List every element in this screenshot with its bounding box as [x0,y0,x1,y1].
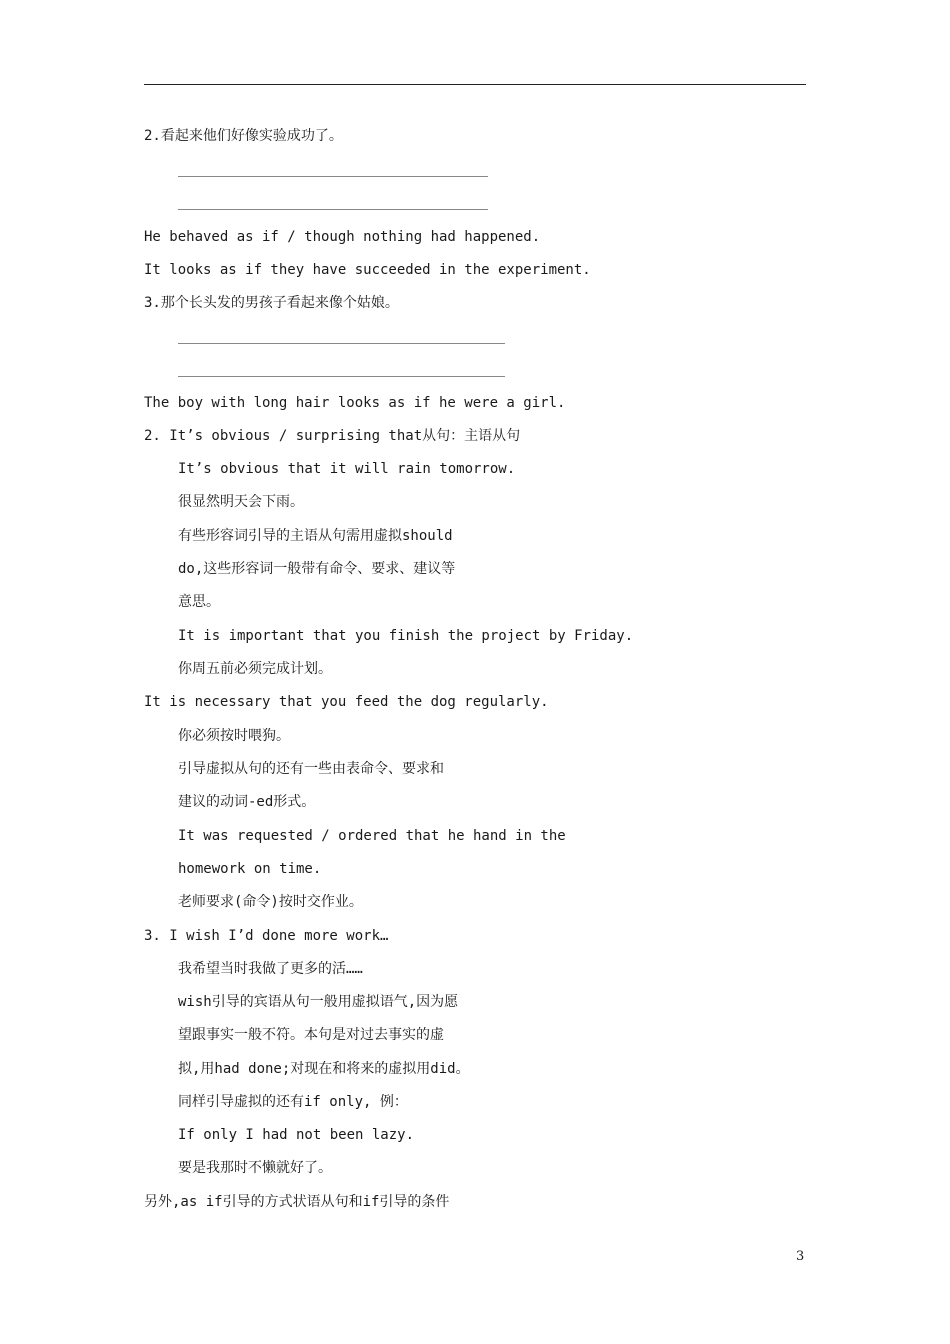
note-line: 引导虚拟从句的还有一些由表命令、要求和 [178,761,444,777]
example-sentence: If only I had not been lazy. [178,1127,415,1143]
translation-line: 老师要求(命令)按时交作业。 [178,894,363,910]
example-sentence: It is necessary that you feed the dog regularly. [144,694,549,710]
note-line: 拟,用had done;对现在和将来的虚拟用did。 [178,1061,470,1077]
translation-line: 你周五前必须完成计划。 [178,661,332,677]
answer-line: The boy with long hair looks as if he were a girl. [144,395,566,411]
answer-blank[interactable] [178,376,505,377]
example-sentence: homework on time. [178,861,322,877]
example-sentence: It’s obvious that it will rain tomorrow. [178,461,516,477]
note-line: 同样引导虚拟的还有if only, 例： [178,1094,408,1110]
translation-line: 很显然明天会下雨。 [178,494,304,510]
exercise-3-prompt: 3.那个长头发的男孩子看起来像个姑娘。 [144,295,399,311]
note-line: 有些形容词引导的主语从句需用虚拟should [178,528,453,544]
page-number: 3 [796,1249,805,1264]
answer-blank[interactable] [178,209,488,210]
note-line: do,这些形容词一般带有命令、要求、建议等 [178,561,456,577]
note-line: 建议的动词-ed形式。 [178,794,316,810]
note-line: 另外,as if引导的方式状语从句和if引导的条件 [144,1194,450,1210]
exercise-2-prompt: 2.看起来他们好像实验成功了。 [144,128,343,144]
example-sentence: It was requested / ordered that he hand in the [178,828,566,844]
answer-line: He behaved as if / though nothing had happened. [144,229,541,245]
note-line: 望跟事实一般不符。本句是对过去事实的虚 [178,1027,444,1043]
translation-line: 你必须按时喂狗。 [178,728,290,744]
translation-line: 要是我那时不懒就好了。 [178,1160,332,1176]
example-sentence: It is important that you finish the project by Friday. [178,628,634,644]
section-heading: 3. I wish I’d done more work… [144,928,389,944]
answer-blank[interactable] [178,343,505,344]
note-line: wish引导的宾语从句一般用虚拟语气,因为愿 [178,994,459,1010]
answer-blank[interactable] [178,176,488,177]
answer-line: It looks as if they have succeeded in the experiment. [144,262,591,278]
section-heading: 2. It’s obvious / surprising that从句：主语从句 [144,428,521,444]
header-rule [144,84,806,85]
note-line: 意思。 [178,594,220,610]
translation-line: 我希望当时我做了更多的活…… [178,961,363,977]
